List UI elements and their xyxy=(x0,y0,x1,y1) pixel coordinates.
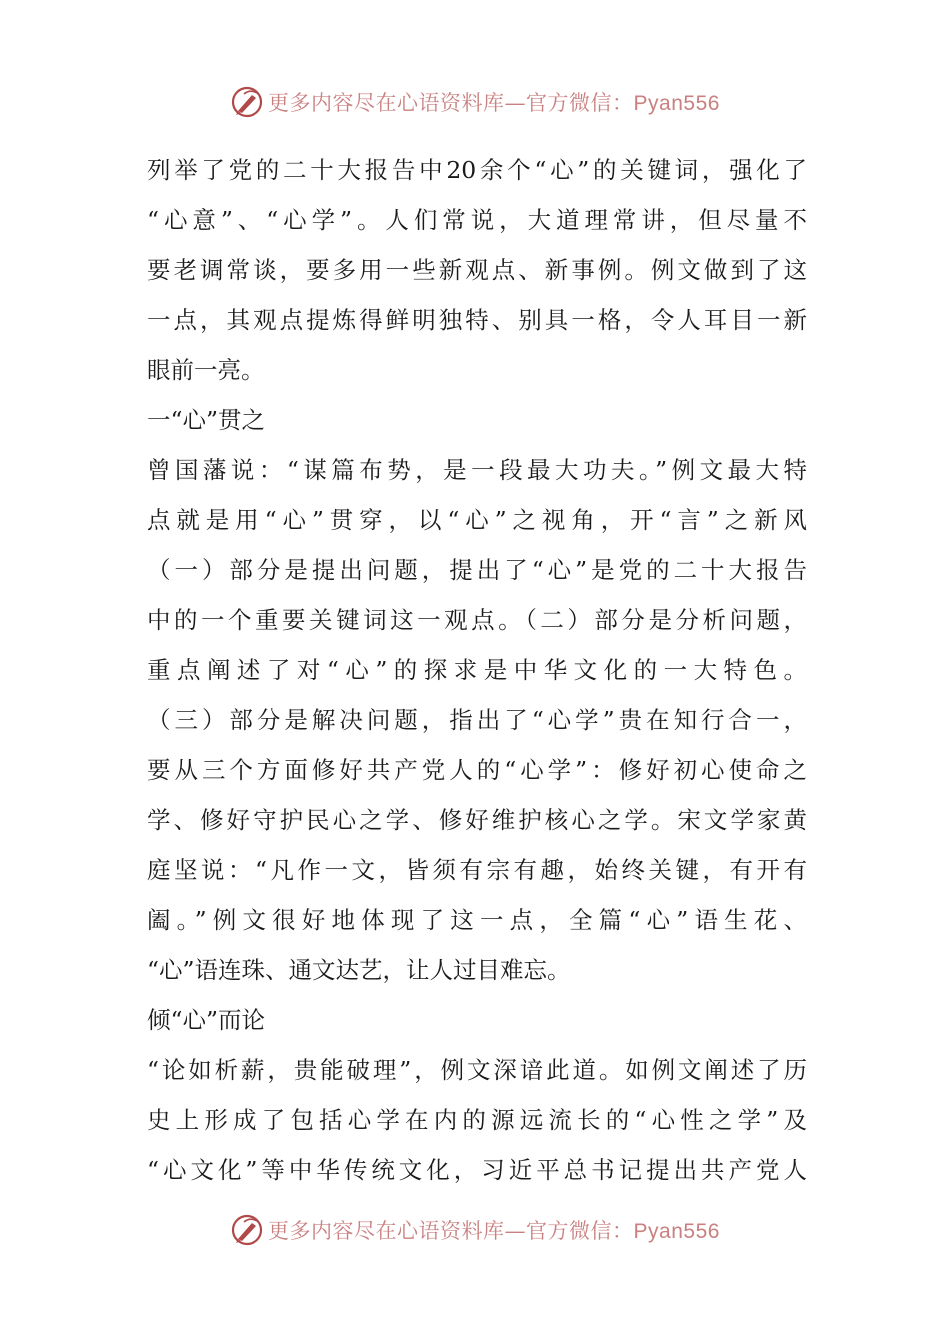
text-line: “心”语连珠、通文达艺，让人过目难忘。 xyxy=(147,956,571,984)
document-body xyxy=(147,145,807,1195)
watermark-label: 更多内容尽在心语资料库—官方微信： xyxy=(268,91,634,115)
text-line: 一点，其观点提炼得鲜明独特、别具一格，令人耳目一新 xyxy=(147,306,807,334)
section-heading: 一“心”贯之 xyxy=(147,406,266,434)
text-line: “心意”、“心学”。人们常说，大道理常讲，但尽量不 xyxy=(147,206,807,234)
header-watermark xyxy=(0,82,950,122)
pen-logo-icon xyxy=(230,1213,264,1247)
text-line: 阖。”例文很好地体现了这一点，全篇“心”语生花、 xyxy=(147,906,807,934)
section-heading: 倾“心”而论 xyxy=(147,1006,266,1034)
text-line: 点就是用“心”贯穿，以“心”之视角，开“言”之新风 xyxy=(147,506,807,534)
text-line: （一）部分是提出问题，提出了“心”是党的二十大报告 xyxy=(147,556,807,584)
wechat-id: Pyan556 xyxy=(633,92,720,115)
text-line: 要老调常谈，要多用一些新观点、新事例。例文做到了这 xyxy=(147,256,807,284)
text-line: “论如析薪，贵能破理”，例文深谙此道。如例文阐述了历 xyxy=(147,1056,807,1084)
text-line: 史上形成了包括心学在内的源远流长的“心性之学”及 xyxy=(147,1106,807,1134)
watermark-label: 更多内容尽在心语资料库—官方微信： xyxy=(268,1219,634,1243)
footer-watermark xyxy=(0,1210,950,1250)
text-line: 中的一个重要关键词这一观点。（二）部分是分析问题， xyxy=(147,606,807,634)
text-line: 重点阐述了对“心”的探求是中华文化的一大特色。 xyxy=(147,656,807,684)
text-line: 学、修好守护民心之学、修好维护核心之学。宋文学家黄 xyxy=(147,806,807,834)
text-line: 眼前一亮。 xyxy=(147,356,265,384)
watermark-text xyxy=(268,1215,720,1245)
text-line: 列举了党的二十大报告中20余个“心”的关键词，强化了 xyxy=(147,156,807,184)
text-line: “心文化”等中华传统文化，习近平总书记提出共产党人 xyxy=(147,1156,807,1184)
watermark-text xyxy=(268,87,720,117)
text-line: （三）部分是解决问题，指出了“心学”贵在知行合一， xyxy=(147,706,807,734)
text-line: 曾国藩说：“谋篇布势，是一段最大功夫。”例文最大特 xyxy=(147,456,807,484)
pen-logo-icon xyxy=(230,85,264,119)
text-line: 庭坚说：“凡作一文，皆须有宗有趣，始终关键，有开有 xyxy=(147,856,807,884)
text-line: 要从三个方面修好共产党人的“心学”：修好初心使命之 xyxy=(147,756,807,784)
wechat-id: Pyan556 xyxy=(633,1220,720,1243)
